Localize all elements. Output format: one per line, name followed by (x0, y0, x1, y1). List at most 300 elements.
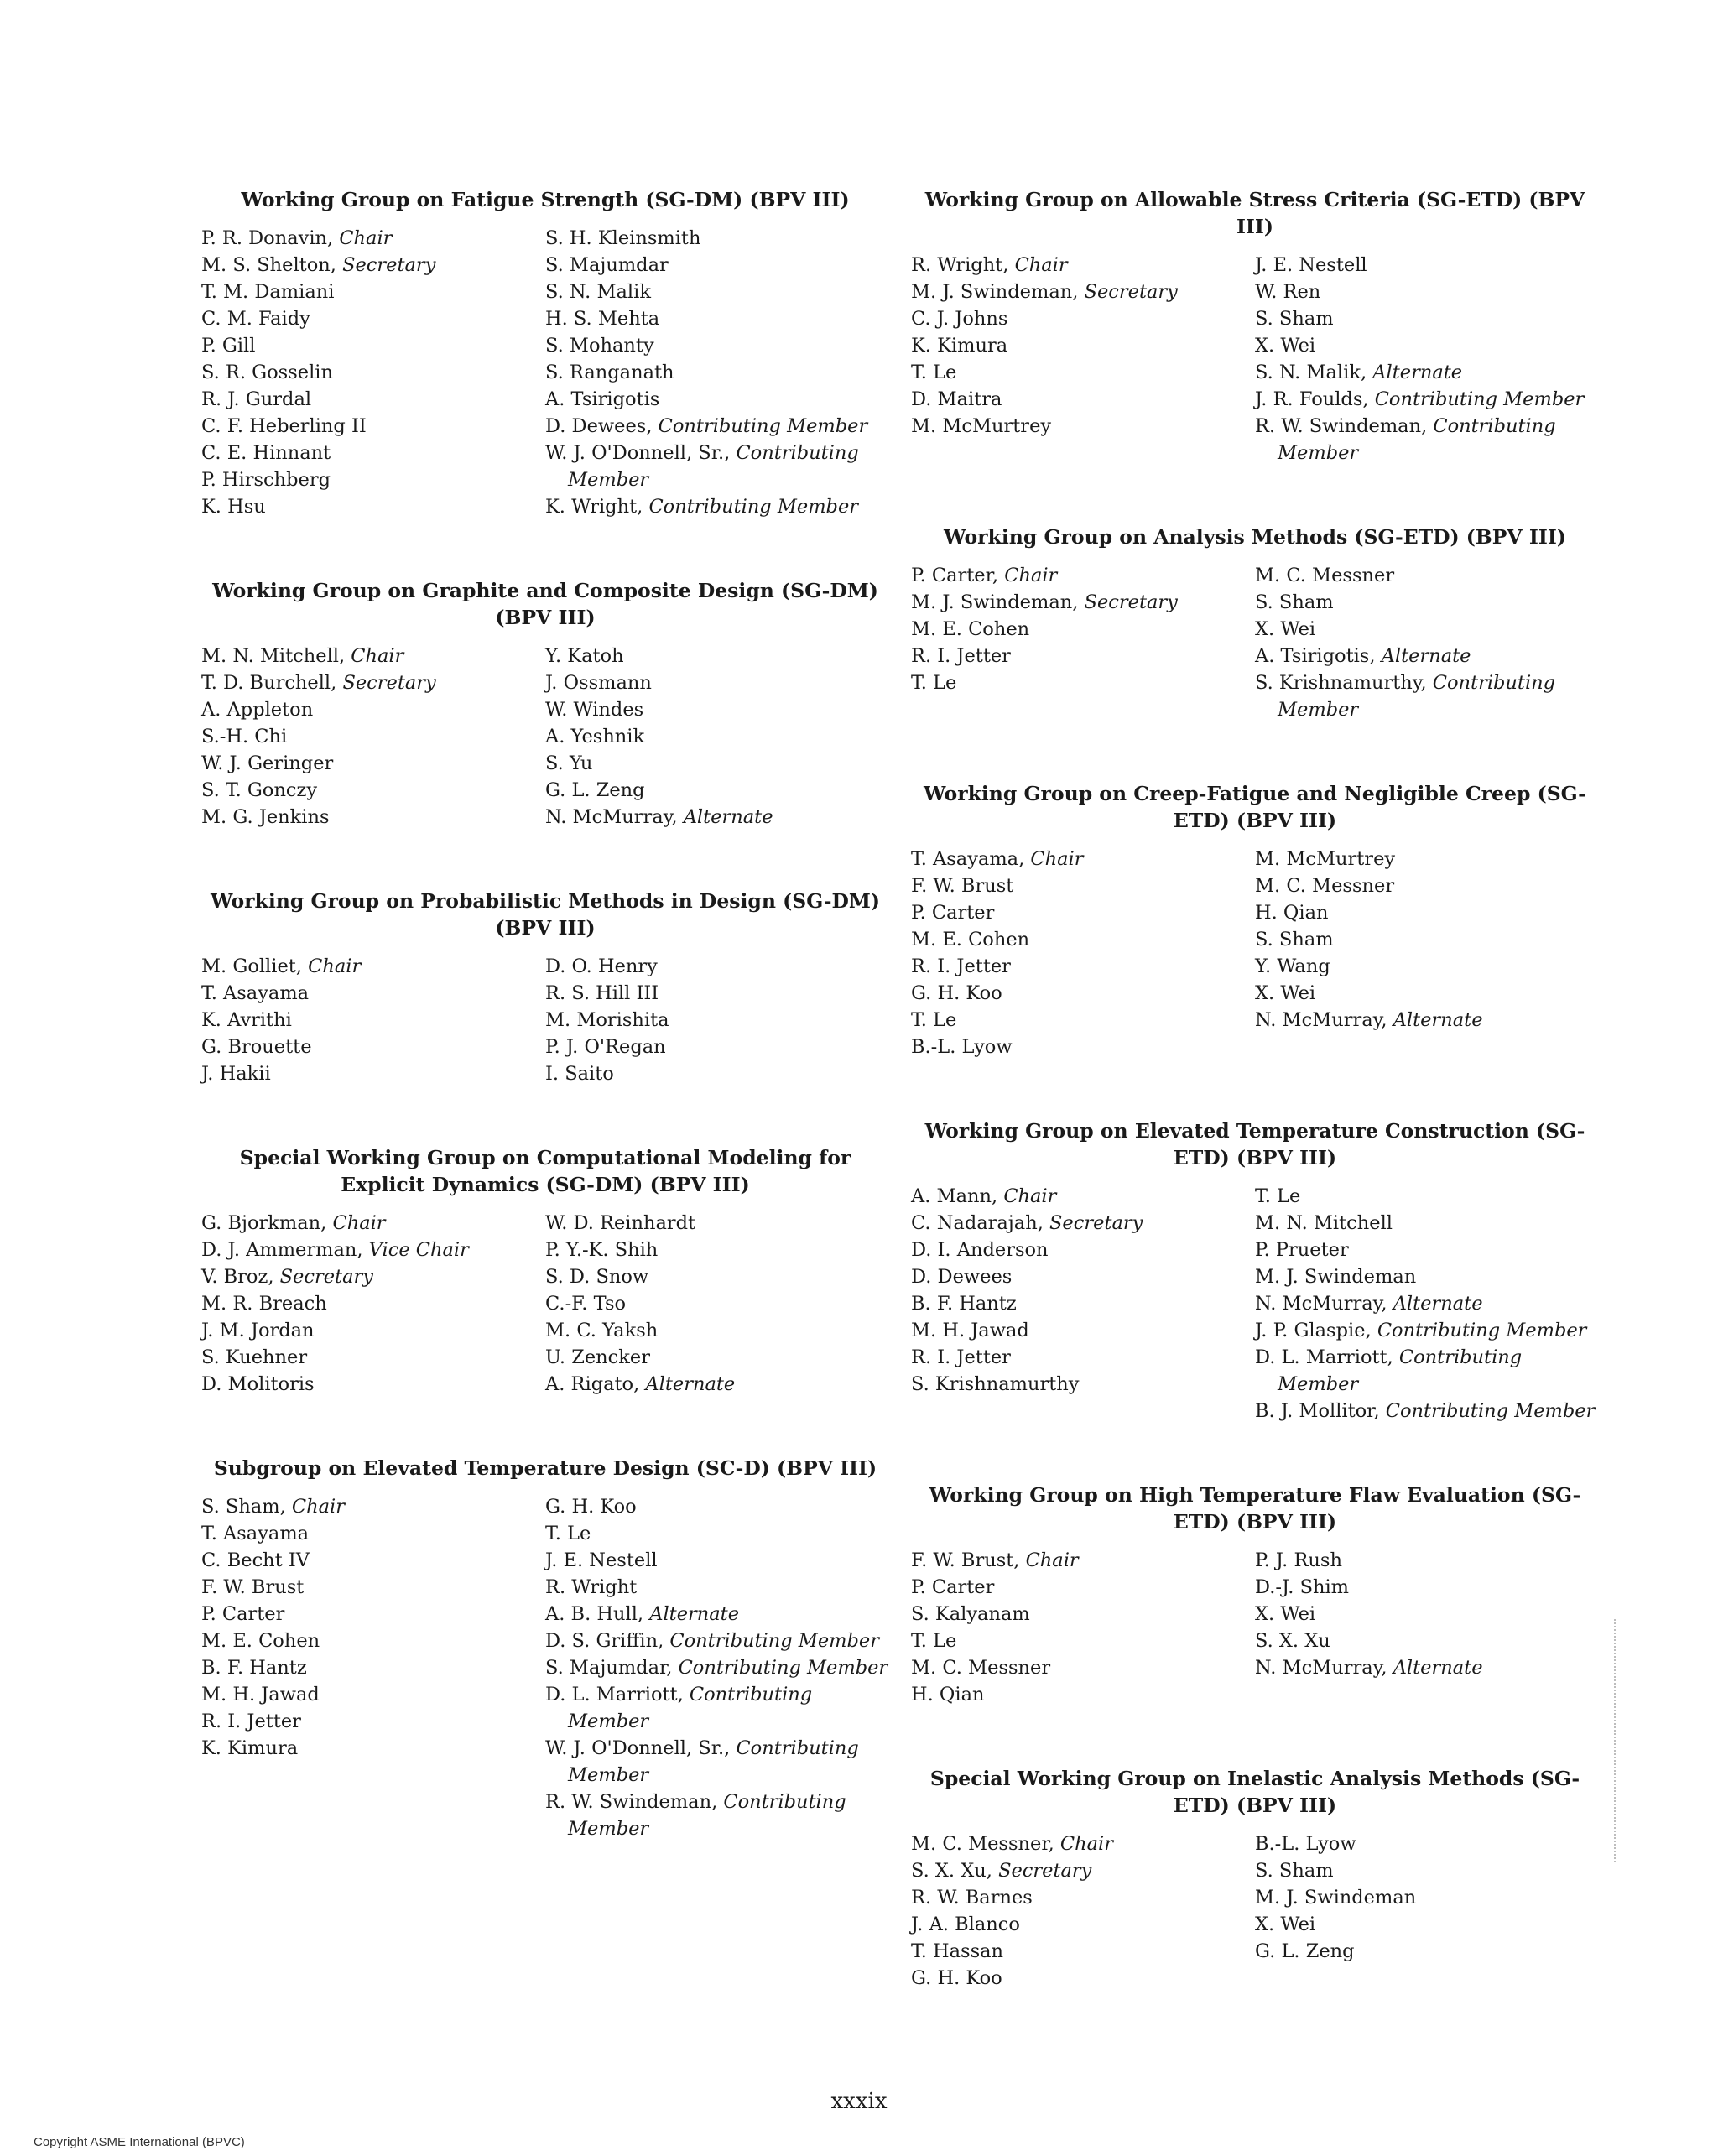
member-name: X. Wei (1255, 335, 1316, 357)
member-role: Contributing Member (1374, 388, 1585, 410)
member-entry (911, 872, 1255, 899)
member-name: X. Wei (1255, 982, 1316, 1004)
member-entry (911, 589, 1255, 616)
member-role: Chair (1004, 565, 1058, 586)
member-name: M. J. Swindeman (911, 281, 1073, 303)
member-list (201, 1210, 889, 1398)
member-entry (1255, 1007, 1599, 1034)
member-entry (201, 1681, 545, 1708)
member-column (545, 225, 889, 520)
member-entry (911, 386, 1255, 413)
member-entry (1255, 1938, 1599, 1965)
member-entry (911, 252, 1255, 279)
member-name: J. M. Jordan (201, 1320, 315, 1341)
member-entry (545, 1060, 889, 1087)
name-separator: , (268, 1266, 280, 1288)
member-entry (545, 1237, 889, 1263)
member-list (911, 252, 1599, 466)
member-role: Vice Chair (368, 1239, 469, 1261)
member-name: S. N. Malik (545, 281, 651, 303)
member-name: B. F. Hantz (201, 1657, 307, 1679)
member-entry (911, 1210, 1255, 1237)
member-role: Contributing Member (568, 1737, 859, 1786)
member-name: T. Le (911, 1009, 957, 1031)
member-name: S. T. Gonczy (201, 779, 318, 801)
member-name: W. D. Reinhardt (545, 1212, 696, 1234)
member-name: A. B. Hull (545, 1603, 638, 1625)
member-entry (201, 1237, 545, 1263)
member-name: P. Y.-K. Shih (545, 1239, 659, 1261)
name-separator: , (724, 442, 737, 464)
member-entry (545, 1007, 889, 1034)
left-column (201, 186, 889, 1899)
member-name: S. Ranganath (545, 362, 674, 383)
member-name: J. Ossmann (545, 672, 652, 694)
name-separator: , (1360, 362, 1373, 383)
member-entry (545, 1210, 889, 1237)
member-role: Contributing Member (678, 1657, 888, 1679)
member-name: B. J. Mollitor (1255, 1400, 1374, 1422)
member-entry (1255, 899, 1599, 926)
member-entry (545, 1627, 889, 1654)
member-entry (545, 777, 889, 804)
member-entry (201, 440, 545, 466)
member-name: T. Le (911, 672, 957, 694)
member-name: P. Hirschberg (201, 469, 331, 491)
name-separator: , (338, 645, 351, 667)
member-entry (1255, 872, 1599, 899)
member-name: A. Rigato (545, 1373, 634, 1395)
member-role: Chair (308, 956, 362, 977)
member-entry (201, 696, 545, 723)
member-entry (201, 1371, 545, 1398)
member-name: S. Kuehner (201, 1346, 308, 1368)
member-name: M. J. Swindeman (911, 591, 1073, 613)
member-column (1255, 1183, 1599, 1424)
member-name: P. Carter (911, 565, 992, 586)
member-list (201, 225, 889, 520)
member-role: Alternate (649, 1603, 740, 1625)
member-role: Alternate (645, 1373, 736, 1395)
member-column (1255, 1831, 1599, 1992)
member-name: S. D. Snow (545, 1266, 649, 1288)
member-name: N. McMurray (1255, 1657, 1382, 1679)
member-role: Alternate (1372, 362, 1463, 383)
member-name: G. Bjorkman (201, 1212, 321, 1234)
member-name: N. McMurray (545, 806, 672, 828)
member-entry (201, 1547, 545, 1574)
member-role: Contributing Member (568, 442, 859, 491)
member-name: H. S. Mehta (545, 308, 660, 330)
member-entry (201, 359, 545, 386)
member-entry (201, 386, 545, 413)
member-entry (911, 1911, 1255, 1938)
member-name: B.-L. Lyow (1255, 1833, 1356, 1855)
member-name: D. Dewees (911, 1266, 1013, 1288)
member-name: G. H. Koo (545, 1496, 637, 1518)
member-list (911, 562, 1599, 723)
member-entry (545, 1574, 889, 1601)
member-entry (201, 1493, 545, 1520)
section-title: Special Working Group on Inelastic Analysis Methods (SG-ETD) (BPV III) (929, 1767, 1580, 1817)
member-entry (201, 332, 545, 359)
member-name: R. I. Jetter (201, 1711, 301, 1732)
member-name: W. Ren (1255, 281, 1321, 303)
member-entry (201, 723, 545, 750)
member-role: Alternate (1393, 1009, 1483, 1031)
member-entry (911, 926, 1255, 953)
name-separator: , (1420, 672, 1433, 694)
committee-section (201, 577, 889, 831)
name-separator: , (658, 1630, 670, 1652)
member-entry (545, 804, 889, 831)
member-entry (545, 723, 889, 750)
member-entry (545, 305, 889, 332)
member-entry (201, 1317, 545, 1344)
member-name: J. Hakii (201, 1063, 271, 1085)
member-name: S. R. Gosselin (201, 362, 333, 383)
member-name: G. L. Zeng (1255, 1940, 1355, 1962)
member-entry (545, 1789, 889, 1842)
member-entry (201, 1210, 545, 1237)
member-entry (201, 252, 545, 279)
name-separator: , (1381, 1009, 1393, 1031)
member-name: B.-L. Lyow (911, 1036, 1013, 1058)
member-entry (1255, 1831, 1599, 1857)
member-entry (911, 279, 1255, 305)
member-column (201, 643, 545, 831)
member-entry (545, 493, 889, 520)
member-entry (545, 440, 889, 493)
committee-section (911, 1117, 1599, 1424)
member-name: D.-J. Shim (1255, 1576, 1350, 1598)
member-name: C. F. Heberling II (201, 415, 367, 437)
member-entry (1255, 252, 1599, 279)
member-name: W. J. Geringer (201, 753, 334, 774)
member-name: C. Becht IV (201, 1549, 310, 1571)
member-name: J. A. Blanco (911, 1914, 1020, 1935)
member-name: A. Yeshnik (545, 726, 645, 747)
committee-section (911, 186, 1599, 466)
member-name: S. Sham (201, 1496, 280, 1518)
member-entry (1255, 1237, 1599, 1263)
member-entry (911, 1831, 1255, 1857)
member-entry (1255, 562, 1599, 589)
member-entry (1255, 359, 1599, 386)
member-role: Contributing Member (1278, 1346, 1523, 1395)
member-name: S. H. Kleinsmith (545, 227, 701, 249)
member-entry (911, 1884, 1255, 1911)
member-name: J. E. Nestell (545, 1549, 658, 1571)
member-entry (545, 1317, 889, 1344)
member-name: G. H. Koo (911, 1967, 1002, 1989)
member-role: Secretary (1084, 591, 1178, 613)
member-name: R. I. Jetter (911, 1346, 1011, 1368)
member-entry (545, 1735, 889, 1789)
member-role: Chair (1059, 1833, 1113, 1855)
member-name: S. Sham (1255, 591, 1334, 613)
member-role: Secretary (1084, 281, 1178, 303)
member-name: R. S. Hill III (545, 982, 659, 1004)
right-column (911, 186, 1599, 2049)
member-name: S. Krishnamurthy (911, 1373, 1080, 1395)
member-role: Contributing Member (568, 1791, 846, 1840)
member-entry (201, 1627, 545, 1654)
name-separator: , (295, 956, 309, 977)
member-name: T. M. Damiani (201, 281, 335, 303)
member-name: G. H. Koo (911, 982, 1002, 1004)
member-name: C.-F. Tso (545, 1293, 627, 1315)
member-entry (911, 616, 1255, 643)
member-entry (545, 359, 889, 386)
member-entry (911, 643, 1255, 669)
member-entry (1255, 305, 1599, 332)
member-entry (1255, 616, 1599, 643)
member-role: Chair (1003, 1185, 1057, 1207)
member-name: H. Qian (911, 1684, 985, 1706)
member-name: S. N. Malik (1255, 362, 1361, 383)
name-separator: , (1002, 254, 1015, 276)
member-entry (201, 643, 545, 669)
member-role: Contributing Member (648, 496, 859, 518)
name-separator: , (1381, 1657, 1393, 1679)
member-name: F. W. Brust (911, 875, 1014, 897)
member-name: P. J. O'Regan (545, 1036, 666, 1058)
member-name: M. McMurtrey (1255, 848, 1396, 870)
member-name: S. Sham (1255, 308, 1334, 330)
name-separator: , (1072, 591, 1085, 613)
member-entry (545, 643, 889, 669)
member-entry (911, 359, 1255, 386)
name-separator: , (646, 415, 659, 437)
member-name: B. F. Hantz (911, 1293, 1017, 1315)
member-name: R. W. Swindeman (1255, 415, 1422, 437)
member-list (201, 1493, 889, 1842)
member-entry (201, 279, 545, 305)
member-entry (201, 1290, 545, 1317)
committee-section (911, 523, 1599, 723)
name-separator: , (279, 1496, 292, 1518)
member-entry (911, 1290, 1255, 1317)
member-column (201, 225, 545, 520)
member-entry (545, 252, 889, 279)
member-entry (201, 1735, 545, 1762)
member-role: Secretary (279, 1266, 373, 1288)
name-separator: , (1037, 1212, 1050, 1234)
member-column (1255, 562, 1599, 723)
member-name: M. C. Yaksh (545, 1320, 659, 1341)
member-role: Contributing Member (1278, 415, 1556, 464)
member-entry (1255, 279, 1599, 305)
member-entry (201, 1654, 545, 1681)
member-entry (1255, 643, 1599, 669)
member-entry (545, 980, 889, 1007)
member-entry (911, 846, 1255, 872)
name-separator: , (1381, 1293, 1393, 1315)
name-separator: , (330, 254, 343, 276)
member-entry (545, 1263, 889, 1290)
member-name: M. N. Mitchell (1255, 1212, 1393, 1234)
member-entry (911, 1007, 1255, 1034)
member-entry (545, 1493, 889, 1520)
member-name: W. J. O'Donnell, Sr. (545, 442, 725, 464)
member-entry (1255, 386, 1599, 413)
member-name: D. Maitra (911, 388, 1002, 410)
member-name: N. McMurray (1255, 1009, 1382, 1031)
member-role: Contributing Member (568, 1684, 813, 1732)
member-entry (545, 953, 889, 980)
member-name: S. X. Xu (1255, 1630, 1330, 1652)
member-entry (201, 953, 545, 980)
member-name: D. Dewees (545, 415, 647, 437)
member-name: M. E. Cohen (911, 618, 1030, 640)
member-entry (911, 1344, 1255, 1371)
member-name: D. L. Marriott (545, 1684, 678, 1706)
member-column (201, 1210, 545, 1398)
member-entry (545, 1681, 889, 1735)
member-entry (911, 1965, 1255, 1992)
member-entry (911, 899, 1255, 926)
member-entry (911, 1371, 1255, 1398)
member-name: X. Wei (1255, 1603, 1316, 1625)
member-entry (911, 305, 1255, 332)
member-entry (545, 1290, 889, 1317)
member-role: Secretary (342, 254, 436, 276)
member-entry (1255, 1911, 1599, 1938)
member-entry (201, 493, 545, 520)
member-name: A. Tsirigotis (545, 388, 660, 410)
member-entry (911, 1317, 1255, 1344)
member-name: T. Le (1255, 1185, 1301, 1207)
name-separator: , (986, 1860, 999, 1882)
member-role: Alternate (683, 806, 773, 828)
member-entry (201, 1060, 545, 1087)
member-entry (545, 1520, 889, 1547)
committee-section (201, 186, 889, 520)
member-name: S.-H. Chi (201, 726, 288, 747)
member-entry (911, 1237, 1255, 1263)
member-entry (545, 1547, 889, 1574)
name-separator: , (1387, 1346, 1399, 1368)
name-separator: , (1072, 281, 1085, 303)
member-role: Chair (351, 645, 404, 667)
member-entry (545, 332, 889, 359)
member-name: S. Yu (545, 753, 593, 774)
page-number: xxxix (830, 2089, 888, 2114)
member-role: Chair (1014, 254, 1068, 276)
member-name: K. Kimura (201, 1737, 299, 1759)
member-entry (911, 1574, 1255, 1601)
member-name: D. S. Griffin (545, 1630, 659, 1652)
name-separator: , (1373, 1400, 1386, 1422)
member-entry (201, 413, 545, 440)
member-role: Chair (332, 1212, 386, 1234)
member-entry (201, 1601, 545, 1627)
member-entry (911, 953, 1255, 980)
member-name: X. Wei (1255, 618, 1316, 640)
member-name: F. W. Brust (201, 1576, 305, 1598)
member-name: C. E. Hinnant (201, 442, 331, 464)
member-column (201, 1493, 545, 1842)
member-name: R. Wright (911, 254, 1003, 276)
member-role: Secretary (1049, 1212, 1143, 1234)
member-list (911, 846, 1599, 1060)
name-separator: , (671, 806, 684, 828)
member-entry (201, 750, 545, 777)
member-entry (1255, 589, 1599, 616)
section-title: Working Group on Fatigue Strength (SG-DM) (BPV III) (241, 188, 850, 211)
member-entry (201, 777, 545, 804)
member-column (545, 1210, 889, 1398)
member-entry (545, 225, 889, 252)
member-role: Chair (1030, 848, 1084, 870)
member-name: X. Wei (1255, 1914, 1316, 1935)
committee-section (911, 780, 1599, 1060)
member-name: A. Mann (911, 1185, 992, 1207)
member-name: F. W. Brust (911, 1549, 1014, 1571)
member-name: M. E. Cohen (911, 929, 1030, 950)
member-entry (911, 1627, 1255, 1654)
member-role: Chair (1025, 1549, 1079, 1571)
member-entry (911, 980, 1255, 1007)
copyright-notice: Copyright ASME International (BPVC) (34, 2135, 245, 2149)
member-name: D. J. Ammerman (201, 1239, 357, 1261)
member-entry (911, 669, 1255, 696)
member-entry (911, 1681, 1255, 1708)
committee-section (911, 1482, 1599, 1708)
section-title: Working Group on Graphite and Composite Design (SG-DM) (BPV III) (212, 579, 878, 629)
member-name: D. Molitoris (201, 1373, 315, 1395)
committee-section (911, 1765, 1599, 1992)
member-role: Contributing Member (1377, 1320, 1587, 1341)
member-role: Secretary (342, 672, 436, 694)
scan-edge-marks (1614, 1619, 1621, 1862)
name-separator: , (637, 496, 649, 518)
member-name: R. J. Gurdal (201, 388, 312, 410)
name-separator: , (1365, 1320, 1377, 1341)
member-name: H. Qian (1255, 902, 1329, 924)
section-title: Subgroup on Elevated Temperature Design (SC-D) (BPV III) (213, 1456, 877, 1480)
member-entry (1255, 1574, 1599, 1601)
member-name: T. Le (911, 362, 957, 383)
member-column (1255, 846, 1599, 1060)
member-name: Y. Wang (1255, 956, 1330, 977)
member-entry (545, 696, 889, 723)
member-entry (201, 225, 545, 252)
member-name: S. Sham (1255, 929, 1334, 950)
member-name: C. Nadarajah (911, 1212, 1038, 1234)
member-entry (911, 1857, 1255, 1884)
member-role: Alternate (1381, 645, 1471, 667)
member-name: P. Carter (911, 902, 995, 924)
member-name: R. W. Swindeman (545, 1791, 712, 1813)
member-name: M. J. Swindeman (1255, 1266, 1417, 1288)
member-name: K. Wright (545, 496, 638, 518)
member-column (911, 1831, 1255, 1992)
member-entry (201, 1007, 545, 1034)
member-name: T. Asayama (201, 1523, 310, 1544)
name-separator: , (666, 1657, 679, 1679)
name-separator: , (992, 1185, 1004, 1207)
member-name: M. R. Breach (201, 1293, 327, 1315)
member-name: T. Asayama (201, 982, 310, 1004)
member-name: T. Hassan (911, 1940, 1004, 1962)
name-separator: , (1421, 415, 1434, 437)
member-list (201, 953, 889, 1087)
member-entry (911, 1654, 1255, 1681)
member-name: M. H. Jawad (201, 1684, 320, 1706)
member-name: T. Le (911, 1630, 957, 1652)
